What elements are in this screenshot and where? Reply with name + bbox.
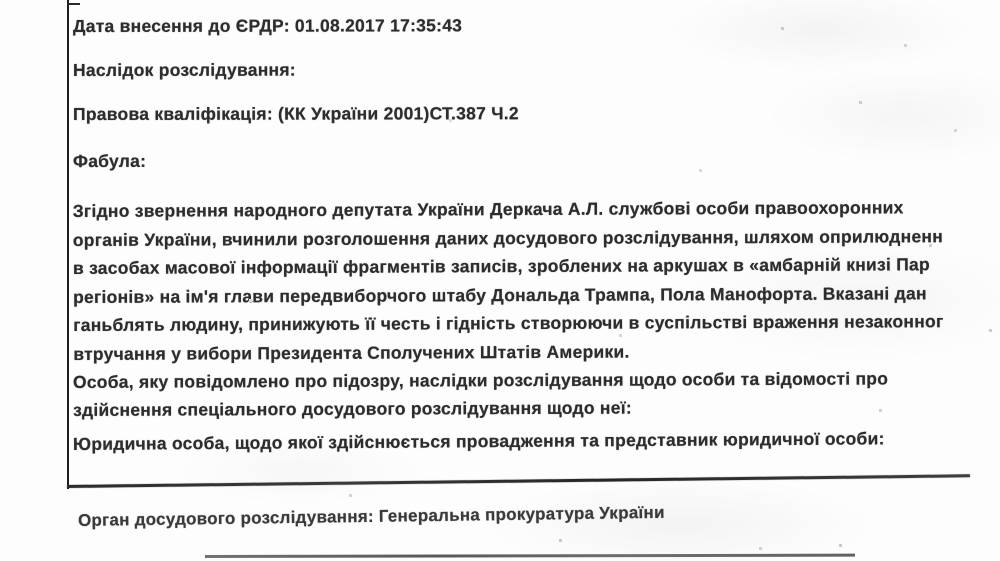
fabula-label: Фабула: <box>72 150 147 171</box>
fabula-line-3: в засобах масової інформації фрагментів записів, зроблених на аркушах в «амбарній книзі Пар <box>72 254 931 279</box>
fabula-line-5: ганьблять людину, принижують її честь і гідність створюючи в суспільстві враження незаконног <box>73 311 944 335</box>
suspect-notice-line-2: здійснення спеціального досудового розслідування щодо неї: <box>73 397 632 420</box>
suspect-notice-line-1: Особа, яку повідомлено про підозру, наслідки розслідування щодо особи та відомості про <box>72 368 889 393</box>
left-border-top-tick <box>67 3 80 5</box>
scan-noise-speckles <box>0 0 1 1</box>
legal-qualification-line: Правова кваліфікація: (КК України 2001)СТ.387 Ч.2 <box>72 103 519 124</box>
legal-entity-line: Юридична особа, щодо якої здійснюється провадження та представник юридичної особи: <box>72 428 885 454</box>
fabula-line-4: регіонів» на ім'я глави передвиборчого штабу Дональда Трампа, Пола Манофорта. Вказані дан <box>73 282 927 307</box>
fabula-line-6: втручання у вибори Президента Сполучених Штатів Америки. <box>73 341 630 364</box>
fabula-line-2: органів України, вчинили розголошення даних досудового розслідування, шляхом оприлюдненн <box>72 225 944 250</box>
fabula-line-1: Згідно звернення народного депутата України Деркача А.Л. службові особи правоохоронних <box>72 197 904 222</box>
investigation-result-label: Наслідок розслідування: <box>72 59 296 80</box>
erdr-date-line: Дата внесення до ЄРДР: 01.08.2017 17:35:43 <box>72 15 463 36</box>
fabula-paragraph <box>73 193 944 368</box>
bottom-partial-scan-line <box>205 554 855 558</box>
investigation-body-line: Орган досудового розслідування: Генеральна прокуратура України <box>77 502 665 530</box>
suspect-notice-paragraph <box>73 364 888 424</box>
left-page-border-line <box>67 0 69 489</box>
section-bottom-border-line <box>67 474 970 487</box>
